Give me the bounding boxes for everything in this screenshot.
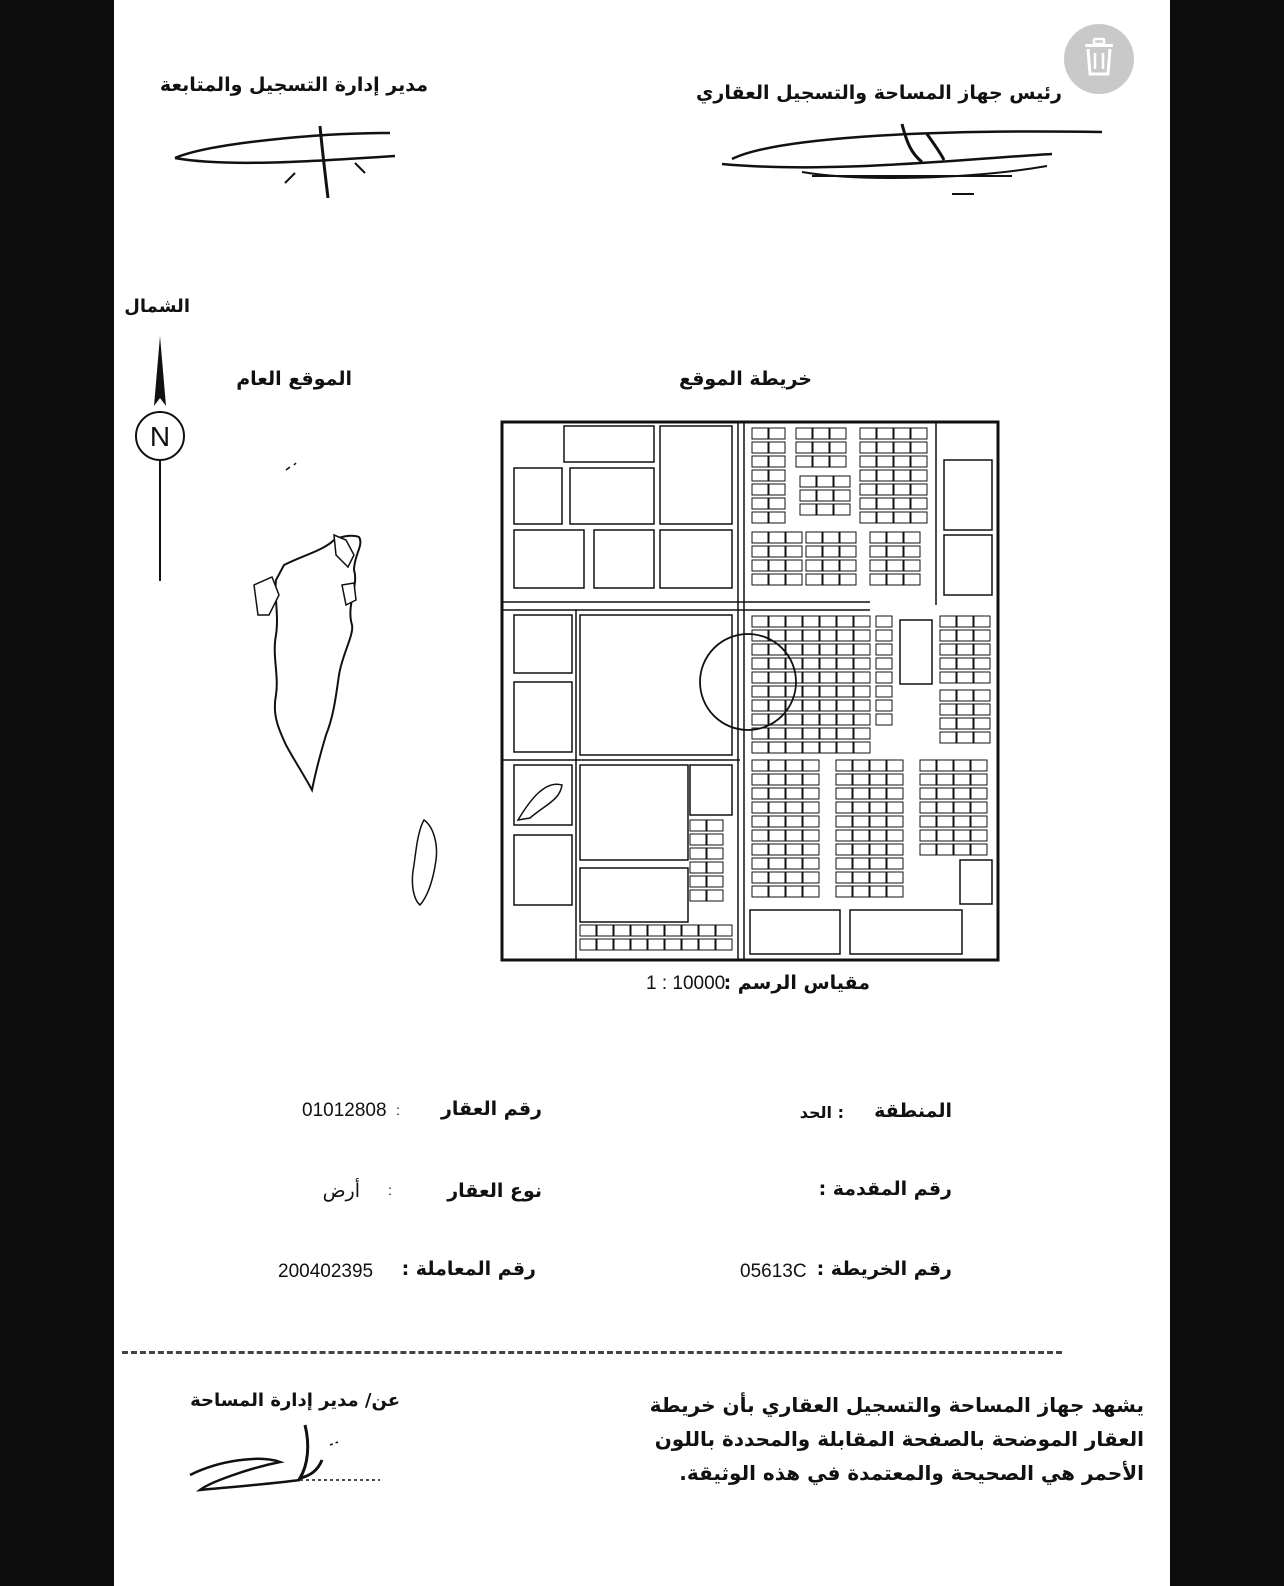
site-map <box>500 420 1000 962</box>
property-no-label: رقم العقار <box>440 1098 542 1120</box>
transaction-no-label: رقم المعاملة : <box>401 1258 536 1280</box>
scale-value: 1 : 10000 <box>646 973 726 994</box>
property-type-value: أرض <box>322 1180 360 1202</box>
north-label: الشمال <box>124 296 190 317</box>
dashed-divider <box>122 1351 1062 1354</box>
survey-signatory-title: عن/ مدير إدارة المساحة <box>190 1390 400 1411</box>
trash-icon <box>1081 37 1117 81</box>
survey-signature <box>180 1410 400 1500</box>
general-location-map <box>224 455 444 929</box>
general-location-title: الموقع العام <box>236 368 352 390</box>
certificate-line-3: الأحمر هي الصحيحة والمعتمدة في هذه الوثيقة. <box>679 1461 1144 1485</box>
property-no-separator: : <box>396 1102 400 1118</box>
certificate-line-1: يشهد جهاز المساحة والتسجيل العقاري بأن خريطة <box>649 1393 1144 1417</box>
applicant-no-label: رقم المقدمة : <box>818 1178 952 1200</box>
left-signature <box>170 118 410 208</box>
north-arrow-icon <box>132 336 188 585</box>
map-no-value: 05613C <box>740 1261 807 1282</box>
area-label: المنطقة <box>874 1100 952 1122</box>
map-no-label: رقم الخريطة : <box>816 1258 952 1280</box>
delete-button[interactable] <box>1064 24 1134 94</box>
property-type-separator: : <box>388 1182 392 1198</box>
scale-label: مقياس الرسم : <box>723 972 870 994</box>
certificate-statement <box>594 1388 1144 1490</box>
left-signatory-title: مدير إدارة التسجيل والمتابعة <box>159 74 428 96</box>
property-no-value: 01012808 <box>302 1100 387 1121</box>
area-value: : الحد <box>799 1103 844 1122</box>
right-signature <box>712 104 1112 204</box>
property-type-label: نوع العقار <box>447 1180 542 1202</box>
site-map-title: خريطة الموقع <box>678 368 812 390</box>
transaction-no-value: 200402395 <box>278 1261 374 1282</box>
north-letter: N <box>149 421 171 452</box>
document-page <box>114 0 1170 1586</box>
certificate-line-2: العقار الموضحة بالصفحة المقابلة والمحددة باللون <box>654 1427 1144 1451</box>
right-signatory-title: رئيس جهاز المساحة والتسجيل العقاري <box>695 82 1062 104</box>
